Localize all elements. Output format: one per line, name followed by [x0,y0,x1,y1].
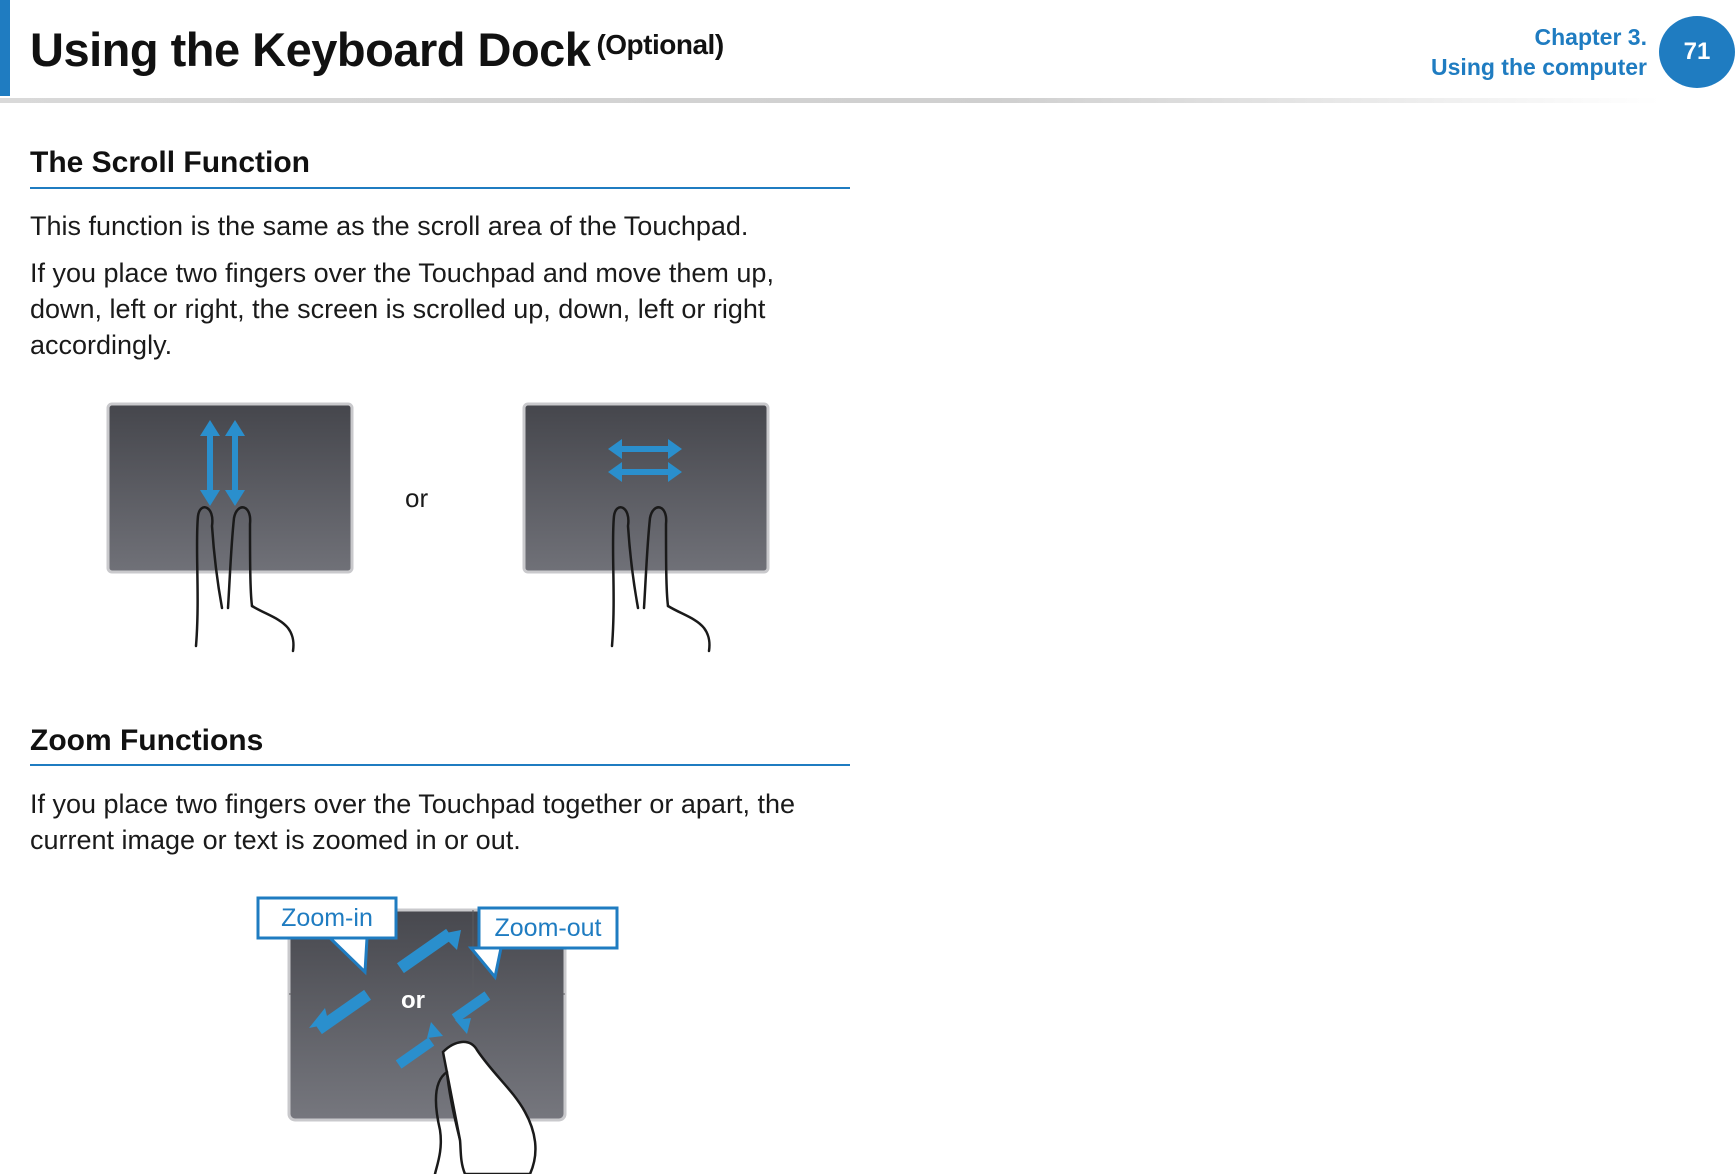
page-title [30,22,724,77]
zoom-section-rule [30,764,850,766]
zoom-in-label: Zoom-in [281,904,373,932]
chapter-name: Using the computer [1431,54,1647,80]
header-divider [0,98,1660,103]
touchpad-horizontal-scroll [524,404,768,651]
chapter-info [1431,22,1647,82]
scroll-paragraph-2: If you place two fingers over the Touchpad and move them up, down, left or right, the screen is scrolled up, down, left or right accordingly. [30,258,774,360]
zoom-section-heading: Zoom Functions [30,724,264,757]
scroll-section-heading: The Scroll Function [30,146,311,179]
zoom-paragraph-1: If you place two fingers over the Touchpad together or apart, the current image or text is zoomed in or out. [30,789,795,855]
scroll-or-label: or [405,483,429,513]
scroll-figure [100,396,800,656]
touchpad-vertical-scroll [108,404,352,651]
scroll-paragraph-1: This function is the same as the scroll area of the Touchpad. [30,211,749,241]
scroll-section-rule [30,187,850,189]
zoom-figure [255,890,625,1174]
page-title-suffix: (Optional) [596,29,724,60]
page-number-badge: 71 [1659,16,1735,88]
chapter-label: Chapter 3. [1534,24,1647,50]
header-accent-bar [0,0,10,96]
zoom-or-label: or [401,987,425,1014]
zoom-out-label: Zoom-out [494,914,602,942]
page-title-text: Using the Keyboard Dock [30,23,591,76]
